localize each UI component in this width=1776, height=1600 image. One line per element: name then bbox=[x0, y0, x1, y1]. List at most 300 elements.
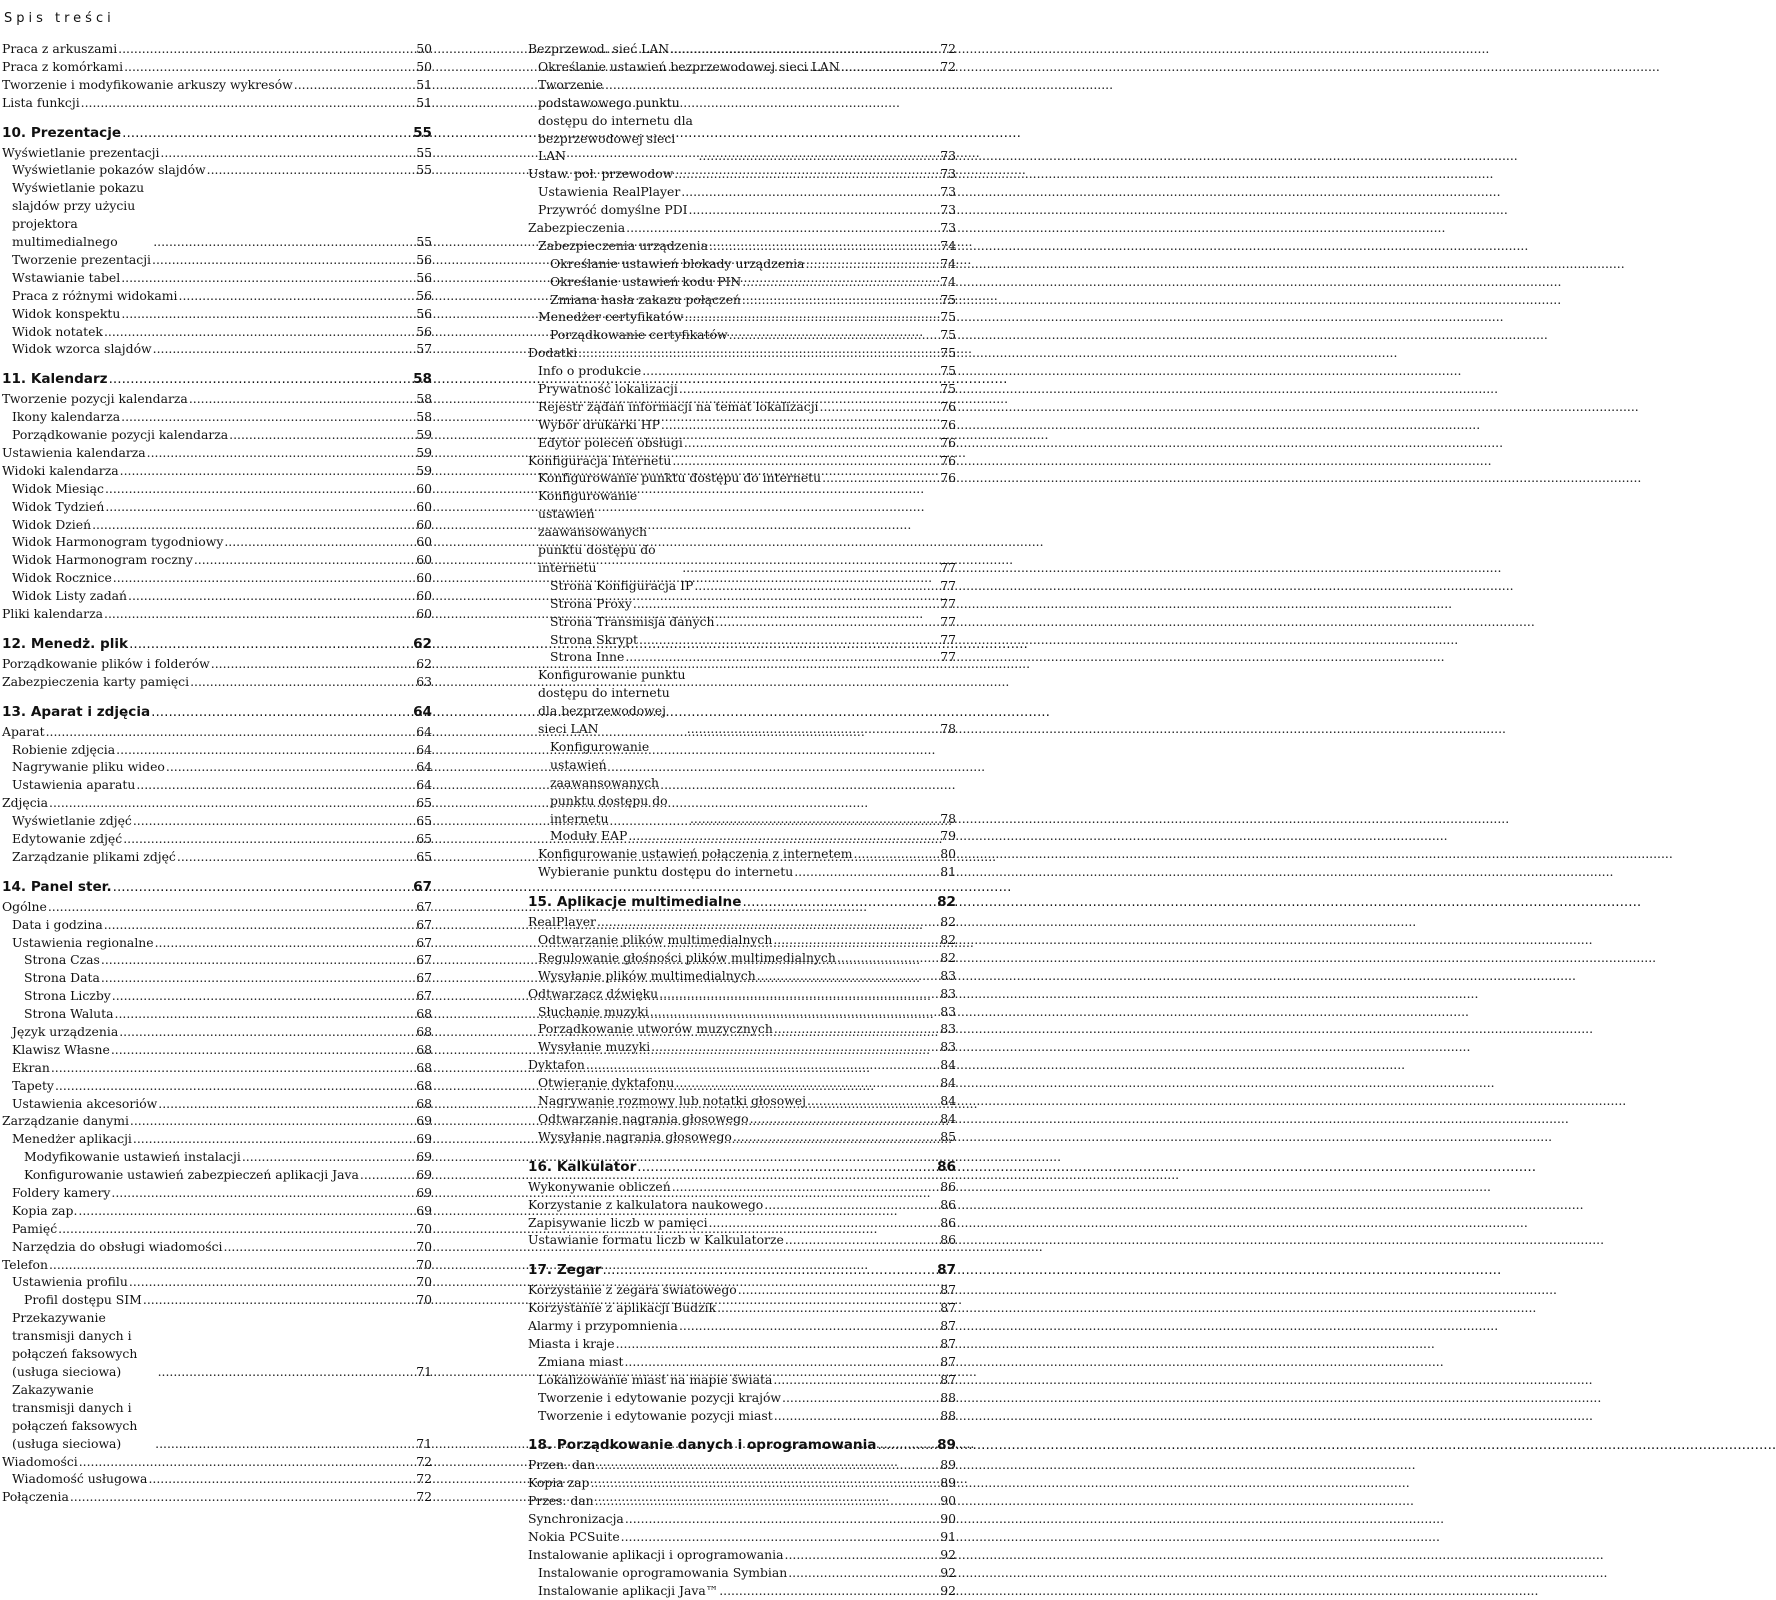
toc-page-number: 51 bbox=[416, 94, 432, 110]
toc-entry[interactable] bbox=[2, 1148, 432, 1166]
toc-dot-leader bbox=[595, 1492, 940, 1510]
toc-entry-title: Ikony kalendarza bbox=[12, 409, 121, 425]
toc-entry[interactable] bbox=[2, 830, 432, 848]
toc-page-number: 73 bbox=[940, 166, 956, 182]
toc-entry[interactable] bbox=[2, 1005, 432, 1023]
toc-entry-title: Praca z różnymi widokami bbox=[12, 287, 178, 303]
toc-page-number: 92 bbox=[940, 1546, 956, 1562]
toc-dot-leader bbox=[148, 1470, 415, 1488]
toc-entry-title: Konfigurowanie punktu dostępu do internetu bbox=[538, 470, 822, 486]
toc-page-number: 56 bbox=[416, 269, 432, 285]
toc-entry-title: Przekazywanie transmisji danych i połączeń faksowych (usługa sieciowa) bbox=[12, 1310, 138, 1379]
toc-page-number: 73 bbox=[940, 148, 956, 164]
toc-entry-title: Strona Waluta bbox=[24, 1006, 114, 1022]
toc-entry[interactable] bbox=[2, 76, 432, 94]
toc-entry-title: 12. Menedż. plik bbox=[2, 635, 129, 652]
toc-dot-leader bbox=[774, 1407, 939, 1425]
toc-entry[interactable] bbox=[2, 605, 432, 623]
toc-entry[interactable] bbox=[2, 1256, 432, 1274]
toc-page-number: 76 bbox=[940, 452, 956, 468]
toc-entry[interactable] bbox=[528, 326, 956, 344]
toc-dot-leader bbox=[189, 390, 415, 408]
toc-entry-title: Przywróć domyślne PDI bbox=[538, 202, 688, 218]
toc-dot-leader bbox=[48, 898, 415, 916]
toc-dot-leader bbox=[124, 58, 415, 76]
toc-entry[interactable] bbox=[2, 94, 432, 112]
toc-page-number: 72 bbox=[416, 1471, 432, 1487]
toc-page-number: 82 bbox=[940, 914, 956, 930]
toc-page-number: 65 bbox=[416, 848, 432, 864]
toc-entry-title: 13. Aparat i zdjęcia bbox=[2, 703, 151, 720]
toc-entry[interactable] bbox=[528, 183, 956, 201]
toc-entry-title: Widok Rocznice bbox=[12, 570, 112, 586]
toc-page-number: 56 bbox=[416, 323, 432, 339]
toc-entry[interactable] bbox=[528, 40, 956, 58]
toc-entry[interactable] bbox=[2, 1166, 432, 1184]
toc-entry[interactable] bbox=[2, 144, 432, 162]
page-title: Spis treści bbox=[4, 10, 115, 26]
toc-entry[interactable] bbox=[2, 1488, 432, 1506]
toc-entry[interactable] bbox=[2, 1130, 432, 1148]
toc-entry[interactable] bbox=[2, 969, 432, 987]
toc-entry[interactable] bbox=[2, 1381, 432, 1453]
toc-entry[interactable] bbox=[2, 655, 432, 673]
toc-entry[interactable] bbox=[528, 1214, 956, 1232]
toc-entry-title: Nagrywanie rozmowy lub notatki głosowej bbox=[538, 1093, 806, 1109]
toc-entry[interactable] bbox=[528, 613, 956, 631]
toc-entry-title: Strona Czas bbox=[24, 952, 100, 968]
toc-entry[interactable] bbox=[2, 161, 432, 179]
toc-entry[interactable] bbox=[2, 1238, 432, 1256]
toc-entry[interactable] bbox=[2, 179, 432, 251]
toc-dot-leader bbox=[805, 255, 939, 273]
toc-entry[interactable] bbox=[528, 165, 956, 183]
toc-entry[interactable] bbox=[2, 673, 432, 691]
toc-entry[interactable] bbox=[528, 398, 956, 416]
toc-entry[interactable] bbox=[2, 58, 432, 76]
toc-dot-leader bbox=[733, 1128, 939, 1146]
toc-page-number: 75 bbox=[940, 380, 956, 396]
toc-entry[interactable] bbox=[528, 344, 956, 362]
toc-entry[interactable] bbox=[528, 738, 956, 828]
toc-page-number: 67 bbox=[416, 952, 432, 968]
toc-entry-title: Wybieranie punktu dostępu do internetu bbox=[538, 864, 794, 880]
toc-chapter-entry[interactable] bbox=[2, 123, 432, 144]
toc-entry[interactable] bbox=[528, 577, 956, 595]
toc-entry[interactable] bbox=[2, 1274, 432, 1292]
toc-entry[interactable] bbox=[528, 1474, 956, 1492]
toc-page-number: 69 bbox=[416, 1113, 432, 1129]
toc-dot-leader bbox=[115, 1005, 416, 1023]
toc-page-number: 77 bbox=[940, 631, 956, 647]
toc-entry[interactable] bbox=[528, 1317, 956, 1335]
toc-entry[interactable] bbox=[528, 416, 956, 434]
toc-entry[interactable] bbox=[528, 219, 956, 237]
toc-page-number: 89 bbox=[940, 1457, 956, 1473]
toc-page-number: 69 bbox=[416, 1185, 432, 1201]
toc-entry[interactable] bbox=[528, 76, 956, 166]
toc-dot-leader bbox=[661, 416, 939, 434]
toc-dot-leader bbox=[877, 1435, 936, 1456]
toc-entry[interactable] bbox=[2, 340, 432, 358]
toc-page-number: 76 bbox=[940, 434, 956, 450]
toc-entry[interactable] bbox=[528, 362, 956, 380]
toc-entry-title: Wysyłanie muzyki bbox=[538, 1039, 651, 1055]
toc-entry-title: Odtwarzanie plików multimedialnych bbox=[538, 932, 773, 948]
toc-entry[interactable] bbox=[2, 408, 432, 426]
toc-entry[interactable] bbox=[528, 913, 956, 931]
toc-page-number: 64 bbox=[416, 759, 432, 775]
toc-entry-title: Instalowanie aplikacji Java™ bbox=[538, 1582, 719, 1598]
toc-entry-title: Widok Tydzień bbox=[12, 498, 105, 514]
toc-entry-title: Ustawianie formatu liczb w Kalkulatorze bbox=[528, 1232, 784, 1248]
toc-entry[interactable] bbox=[528, 1056, 956, 1074]
toc-dot-leader bbox=[177, 848, 415, 866]
toc-entry[interactable] bbox=[528, 863, 956, 881]
toc-entry[interactable] bbox=[528, 1038, 956, 1056]
toc-page-number: 67 bbox=[416, 970, 432, 986]
toc-page-number: 69 bbox=[416, 1131, 432, 1147]
toc-page-number: 67 bbox=[416, 934, 432, 950]
toc-entry[interactable] bbox=[528, 1231, 956, 1249]
toc-entry[interactable] bbox=[2, 498, 432, 516]
toc-page-number: 69 bbox=[416, 1202, 432, 1218]
toc-entry[interactable] bbox=[528, 1196, 956, 1214]
toc-entry[interactable] bbox=[528, 1110, 956, 1128]
toc-entry[interactable] bbox=[2, 1095, 432, 1113]
toc-entry-title: Konfigurowanie ustawień zaawansowanych punktu dostępu do internetu bbox=[550, 738, 668, 826]
toc-entry[interactable] bbox=[528, 1564, 956, 1582]
toc-entry[interactable] bbox=[528, 273, 956, 291]
toc-entry[interactable] bbox=[2, 951, 432, 969]
toc-page-number: 82 bbox=[937, 894, 956, 911]
toc-entry-title: Profil dostępu SIM bbox=[24, 1292, 142, 1308]
toc-chapter-entry[interactable] bbox=[528, 1157, 956, 1178]
toc-entry-title: Zarządzanie danymi bbox=[2, 1113, 129, 1129]
toc-entry[interactable] bbox=[528, 1546, 956, 1564]
toc-dot-leader bbox=[679, 380, 939, 398]
toc-dot-leader bbox=[659, 985, 939, 1003]
toc-entry[interactable] bbox=[528, 1371, 956, 1389]
toc-entry-title: Tworzenie i edytowanie pozycji krajów bbox=[538, 1389, 782, 1405]
toc-dot-leader bbox=[742, 291, 939, 309]
toc-dot-leader bbox=[113, 569, 415, 587]
toc-dot-leader bbox=[120, 462, 416, 480]
toc-dot-leader bbox=[841, 58, 940, 76]
toc-page-number: 64 bbox=[413, 703, 432, 720]
toc-entry[interactable] bbox=[2, 898, 432, 916]
toc-dot-leader bbox=[785, 1231, 939, 1249]
toc-entry[interactable] bbox=[2, 1291, 432, 1309]
toc-entry-title: Pamięć bbox=[12, 1220, 58, 1236]
toc-dot-leader bbox=[684, 434, 939, 452]
toc-entry[interactable] bbox=[528, 827, 956, 845]
toc-entry[interactable] bbox=[2, 251, 432, 269]
toc-page-number: 77 bbox=[940, 613, 956, 629]
toc-entry[interactable] bbox=[2, 1023, 432, 1041]
toc-chapter-entry[interactable] bbox=[2, 634, 432, 655]
toc-entry-title: 10. Prezentacje bbox=[2, 124, 122, 141]
toc-entry[interactable] bbox=[2, 551, 432, 569]
toc-entry[interactable] bbox=[528, 58, 956, 76]
toc-dot-leader bbox=[650, 1003, 939, 1021]
toc-entry[interactable] bbox=[528, 1407, 956, 1425]
toc-page-number: 79 bbox=[940, 828, 956, 844]
toc-entry[interactable] bbox=[528, 237, 956, 255]
toc-entry[interactable] bbox=[528, 1582, 956, 1600]
toc-entry[interactable] bbox=[2, 1059, 432, 1077]
toc-entry-title: Wyświetlanie pokazów slajdów bbox=[12, 162, 206, 178]
toc-page-number: 78 bbox=[940, 810, 956, 826]
toc-entry-title: Nagrywanie pliku wideo bbox=[12, 759, 165, 775]
toc-entry-title: Kopia zap bbox=[528, 1475, 590, 1491]
toc-page-number: 72 bbox=[940, 40, 956, 56]
toc-page-number: 86 bbox=[940, 1196, 956, 1212]
toc-dot-leader bbox=[670, 40, 939, 58]
toc-entry[interactable] bbox=[528, 1299, 956, 1317]
toc-entry[interactable] bbox=[528, 931, 956, 949]
toc-entry[interactable] bbox=[528, 1510, 956, 1528]
toc-dot-leader bbox=[586, 1056, 939, 1074]
toc-entry[interactable] bbox=[528, 949, 956, 967]
toc-dot-leader bbox=[123, 830, 415, 848]
toc-entry-title: Porządkowanie plików i folderów bbox=[2, 655, 210, 671]
toc-page-number: 65 bbox=[416, 831, 432, 846]
toc-page-number: 60 bbox=[416, 534, 432, 550]
toc-entry-title: Klawisz Własne bbox=[12, 1041, 110, 1057]
toc-page-number: 60 bbox=[416, 588, 432, 604]
toc-entry-title: Zmiana hasła zakazu połączeń bbox=[550, 291, 741, 307]
toc-entry[interactable] bbox=[528, 1128, 956, 1146]
toc-entry[interactable] bbox=[2, 480, 432, 498]
toc-entry[interactable] bbox=[2, 916, 432, 934]
toc-entry-title: Zdjęcia bbox=[2, 795, 49, 811]
toc-entry[interactable] bbox=[528, 1389, 956, 1407]
toc-chapter-entry[interactable] bbox=[528, 1260, 956, 1281]
toc-page-number: 88 bbox=[940, 1407, 956, 1423]
toc-entry-title: Widok Dzień bbox=[12, 516, 92, 532]
toc-entry[interactable] bbox=[528, 255, 956, 273]
toc-entry[interactable] bbox=[2, 444, 432, 462]
toc-chapter-entry[interactable] bbox=[528, 892, 956, 913]
toc-entry[interactable] bbox=[528, 1178, 956, 1196]
toc-dot-leader bbox=[46, 723, 416, 741]
toc-dot-leader bbox=[104, 323, 415, 341]
toc-entry[interactable] bbox=[528, 1353, 956, 1371]
toc-entry[interactable] bbox=[528, 648, 956, 666]
toc-column-right bbox=[528, 40, 956, 1600]
toc-dot-leader bbox=[590, 1474, 939, 1492]
toc-page-number: 58 bbox=[416, 391, 432, 407]
toc-entry[interactable] bbox=[2, 516, 432, 534]
toc-dot-leader bbox=[128, 587, 415, 605]
toc-page-number: 65 bbox=[416, 813, 432, 829]
toc-entry-title: Praca z arkuszami bbox=[2, 40, 118, 56]
toc-chapter-entry[interactable] bbox=[2, 702, 432, 723]
toc-entry[interactable] bbox=[528, 845, 956, 863]
toc-dot-leader bbox=[596, 1456, 939, 1474]
toc-entry[interactable] bbox=[2, 462, 432, 480]
toc-dot-leader bbox=[757, 967, 940, 985]
toc-entry[interactable] bbox=[528, 985, 956, 1003]
toc-entry[interactable] bbox=[2, 723, 432, 741]
toc-entry[interactable] bbox=[528, 666, 956, 738]
toc-chapter-entry[interactable] bbox=[2, 369, 432, 390]
toc-entry[interactable] bbox=[2, 794, 432, 812]
toc-entry-title: Moduły EAP bbox=[550, 828, 628, 844]
toc-entry[interactable] bbox=[2, 1309, 432, 1381]
toc-entry[interactable] bbox=[2, 934, 432, 952]
toc-page-number: 82 bbox=[940, 932, 956, 948]
toc-entry-title: Zabezpieczenia bbox=[528, 219, 626, 235]
toc-entry-title: Kopia zap. bbox=[12, 1202, 78, 1218]
toc-entry-title: Tapety bbox=[12, 1077, 54, 1093]
toc-chapter-entry[interactable] bbox=[2, 877, 432, 898]
toc-entry-title: Połączenia bbox=[2, 1489, 69, 1505]
toc-entry[interactable] bbox=[528, 380, 956, 398]
toc-page-number: 76 bbox=[940, 398, 956, 414]
toc-entry-title: Widok Harmonogram roczny bbox=[12, 552, 193, 568]
toc-entry[interactable] bbox=[2, 1184, 432, 1202]
toc-entry[interactable] bbox=[2, 533, 432, 551]
toc-entry[interactable] bbox=[528, 308, 956, 326]
toc-entry[interactable] bbox=[2, 323, 432, 341]
toc-dot-leader bbox=[207, 161, 416, 179]
toc-entry-title: Konfigurowanie punktu dostępu do internetu dla bezprzewodowej sieci LAN bbox=[538, 667, 686, 737]
toc-entry-title: 15. Aplikacje multimedialne bbox=[528, 894, 742, 911]
toc-page-number: 90 bbox=[940, 1511, 956, 1527]
toc-dot-leader bbox=[639, 631, 939, 649]
toc-dot-leader bbox=[242, 1148, 415, 1166]
toc-page-number: 83 bbox=[940, 985, 956, 1001]
toc-dot-leader bbox=[78, 1202, 415, 1220]
toc-entry[interactable] bbox=[528, 469, 956, 487]
toc-entry[interactable] bbox=[528, 595, 956, 613]
toc-entry-title: Porządkowanie pozycji kalendarza bbox=[12, 427, 229, 443]
toc-entry[interactable] bbox=[528, 1092, 956, 1110]
toc-entry[interactable] bbox=[2, 287, 432, 305]
toc-page-number: 64 bbox=[416, 777, 432, 793]
toc-entry[interactable] bbox=[2, 269, 432, 287]
toc-page-number: 87 bbox=[940, 1371, 956, 1387]
toc-entry[interactable] bbox=[2, 569, 432, 587]
toc-entry-title: Strona Inne bbox=[550, 649, 625, 665]
toc-page-number: 58 bbox=[416, 409, 432, 425]
toc-entry[interactable] bbox=[528, 1003, 956, 1021]
toc-dot-leader bbox=[155, 934, 416, 952]
toc-chapter-entry[interactable] bbox=[528, 1435, 956, 1456]
toc-entry[interactable] bbox=[528, 1335, 956, 1353]
toc-entry-title: Info o produkcie bbox=[538, 363, 642, 379]
toc-page-number: 83 bbox=[940, 967, 956, 983]
toc-entry-title: Menedżer certyfikatów bbox=[538, 309, 684, 325]
toc-entry[interactable] bbox=[528, 631, 956, 649]
toc-dot-leader bbox=[672, 452, 939, 470]
toc-entry[interactable] bbox=[528, 487, 956, 577]
toc-entry[interactable] bbox=[528, 201, 956, 219]
toc-entry[interactable] bbox=[528, 1492, 956, 1510]
toc-entry[interactable] bbox=[2, 1112, 432, 1130]
toc-page-number: 86 bbox=[940, 1214, 956, 1230]
toc-entry-title: Wyświetlanie zdjęć bbox=[12, 813, 132, 829]
toc-entry-title: Widok Listy zadań bbox=[12, 588, 128, 604]
toc-entry[interactable] bbox=[528, 291, 956, 309]
toc-entry-title: Alarmy i przypomnienia bbox=[528, 1318, 678, 1334]
toc-page-number: 83 bbox=[940, 1003, 956, 1019]
toc-entry-title: Wysyłanie nagrania głosowego bbox=[538, 1128, 732, 1144]
toc-entry-title: Zakazywanie transmisji danych i połączeń faksowych (usługa sieciowa) bbox=[12, 1381, 138, 1451]
toc-page-number: 82 bbox=[940, 949, 956, 965]
toc-entry[interactable] bbox=[2, 1470, 432, 1488]
toc-dot-leader bbox=[179, 287, 416, 305]
toc-entry[interactable] bbox=[528, 1021, 956, 1039]
toc-entry[interactable] bbox=[2, 1453, 432, 1471]
toc-entry[interactable] bbox=[528, 1528, 956, 1546]
toc-entry[interactable] bbox=[528, 967, 956, 985]
toc-page-number: 57 bbox=[416, 341, 432, 357]
toc-entry[interactable] bbox=[2, 758, 432, 776]
toc-entry[interactable] bbox=[2, 1041, 432, 1059]
toc-entry[interactable] bbox=[2, 1077, 432, 1095]
toc-entry[interactable] bbox=[528, 434, 956, 452]
toc-dot-leader bbox=[79, 1453, 415, 1471]
toc-entry[interactable] bbox=[2, 1202, 432, 1220]
toc-entry[interactable] bbox=[528, 1074, 956, 1092]
toc-entry-title: Konfigurowanie ustawień zaawansowanych punktu dostępu do internetu bbox=[538, 488, 656, 575]
toc-dot-leader bbox=[70, 1488, 415, 1506]
toc-dot-leader bbox=[155, 1435, 415, 1453]
toc-dot-leader bbox=[136, 776, 415, 794]
toc-page-number: 90 bbox=[940, 1493, 956, 1509]
toc-entry-title: Tworzenie i edytowanie pozycji miast bbox=[538, 1407, 773, 1423]
toc-dot-leader bbox=[854, 845, 940, 863]
toc-entry[interactable] bbox=[2, 305, 432, 323]
toc-entry-title: Określanie ustawień bezprzewodowej sieci LAN bbox=[538, 58, 840, 74]
toc-entry-title: Ustaw. poł. przewodow bbox=[528, 166, 674, 182]
toc-dot-leader bbox=[101, 969, 415, 987]
toc-dot-leader bbox=[717, 1299, 939, 1317]
toc-entry[interactable] bbox=[528, 1456, 956, 1474]
toc-page-number: 59 bbox=[416, 462, 432, 478]
toc-entry[interactable] bbox=[2, 40, 432, 58]
toc-entry-title: Ustawienia kalendarza bbox=[2, 444, 146, 460]
toc-dot-leader bbox=[92, 516, 415, 534]
toc-page-number: 56 bbox=[416, 305, 432, 321]
toc-dot-leader bbox=[49, 794, 415, 812]
toc-entry[interactable] bbox=[528, 452, 956, 470]
toc-entry[interactable] bbox=[2, 741, 432, 759]
toc-dot-leader bbox=[679, 1317, 939, 1335]
toc-entry[interactable] bbox=[2, 587, 432, 605]
toc-dot-leader bbox=[687, 720, 939, 738]
toc-entry[interactable] bbox=[2, 390, 432, 408]
toc-entry[interactable] bbox=[2, 848, 432, 866]
toc-entry[interactable] bbox=[2, 426, 432, 444]
toc-page-number: 64 bbox=[416, 741, 432, 757]
toc-dot-leader bbox=[118, 40, 415, 58]
toc-entry[interactable] bbox=[528, 1281, 956, 1299]
toc-entry[interactable] bbox=[2, 1220, 432, 1238]
toc-page-number: 72 bbox=[416, 1453, 432, 1469]
toc-page-number: 74 bbox=[940, 237, 956, 253]
toc-entry[interactable] bbox=[2, 776, 432, 794]
toc-entry[interactable] bbox=[2, 987, 432, 1005]
toc-dot-leader bbox=[616, 1335, 940, 1353]
toc-page-number: 88 bbox=[940, 1389, 956, 1405]
toc-entry[interactable] bbox=[2, 812, 432, 830]
toc-dot-leader bbox=[698, 147, 939, 165]
toc-entry-title: Regulowanie głośności plików multimedialnych bbox=[538, 949, 836, 965]
